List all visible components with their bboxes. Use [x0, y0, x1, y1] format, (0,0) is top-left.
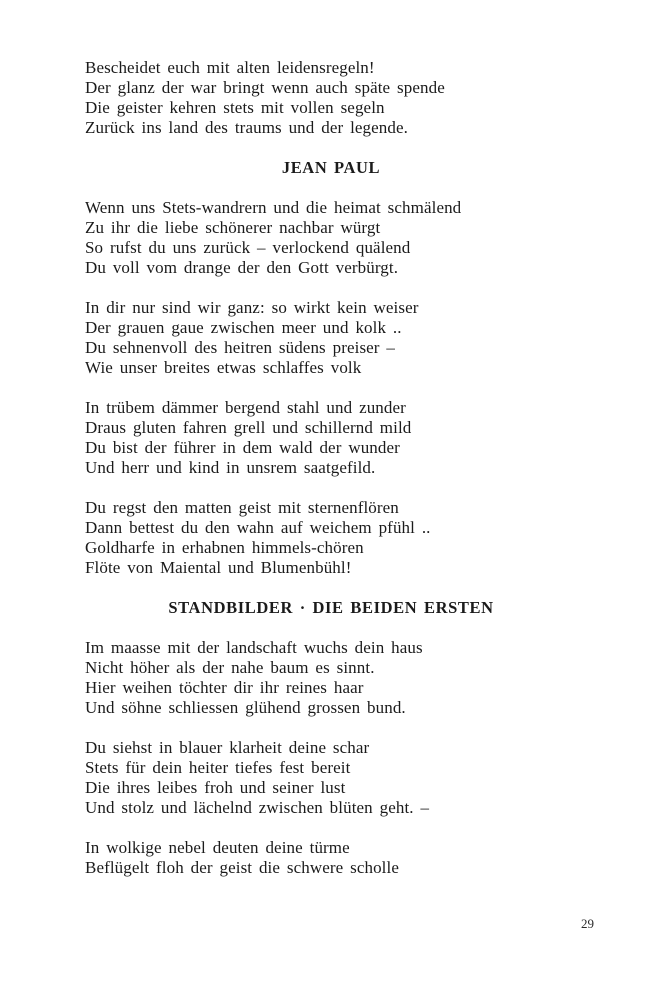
poem-line: Hier weihen töchter dir ihr reines haar [85, 678, 364, 697]
poem-line: Beflügelt floh der geist die schwere scholle [85, 858, 399, 877]
poem-line: Und stolz und lächelnd zwischen blüten geht. – [85, 798, 430, 817]
poem-line: Du siehst in blauer klarheit deine schar [85, 738, 370, 757]
poem-line: Der glanz der war bringt wenn auch späte spende [85, 78, 445, 97]
poem-line: So rufst du uns zurück – verlockend quälend [85, 238, 411, 257]
poem-text-block [85, 58, 577, 898]
poem-line: Der grauen gaue zwischen meer und kolk .. [85, 318, 402, 337]
poem-line: Draus gluten fahren grell und schillernd mild [85, 418, 412, 437]
poem-line: Zu ihr die liebe schönerer nachbar würgt [85, 218, 381, 237]
poem-title-jean-paul: JEAN PAUL [281, 158, 381, 177]
poem-line: Stets für dein heiter tiefes fest bereit [85, 758, 351, 777]
poem-line: Flöte von Maiental und Blumenbühl! [85, 558, 352, 577]
poem-line: Die ihres leibes froh und seiner lust [85, 778, 346, 797]
stanza [85, 838, 577, 878]
stanza [85, 58, 577, 138]
poem-line: Die geister kehren stets mit vollen segeln [85, 98, 385, 117]
poem-line: In trübem dämmer bergend stahl und zunder [85, 398, 406, 417]
stanza [85, 398, 577, 478]
poem-line: In dir nur sind wir ganz: so wirkt kein weiser [85, 298, 419, 317]
poem-line: Und herr und kind in unsrem saatgefild. [85, 458, 376, 477]
stanza [85, 498, 577, 578]
poem-line: Und söhne schliessen glühend grossen bund. [85, 698, 406, 717]
poem-line: Wenn uns Stets-wandrern und die heimat schmälend [85, 198, 462, 217]
stanza [85, 298, 577, 378]
poem-line: Bescheidet euch mit alten leidensregeln! [85, 58, 375, 77]
poem-line: Wie unser breites etwas schlaffes volk [85, 358, 362, 377]
poem-line: Du sehnenvoll des heitren südens preiser – [85, 338, 396, 357]
poem-line: Zurück ins land des traums und der legende. [85, 118, 408, 137]
poem-line: Du regst den matten geist mit sternenflören [85, 498, 399, 517]
poem-line: Goldharfe in erhabnen himmels-chören [85, 538, 364, 557]
stanza [85, 738, 577, 818]
poem-line: Im maasse mit der landschaft wuchs dein haus [85, 638, 423, 657]
page-number: 29 [581, 916, 594, 931]
stanza [85, 638, 577, 718]
poem-line: Du bist der führer in dem wald der wunder [85, 438, 400, 457]
poem-title-standbilder: STANDBILDER · DIE BEIDEN ERSTEN [168, 598, 494, 617]
stanza [85, 198, 577, 278]
poem-line: In wolkige nebel deuten deine türme [85, 838, 350, 857]
poem-line: Du voll vom drange der den Gott verbürgt. [85, 258, 399, 277]
poem-line: Dann bettest du den wahn auf weichem pfühl .. [85, 518, 431, 537]
poem-line: Nicht höher als der nahe baum es sinnt. [85, 658, 375, 677]
